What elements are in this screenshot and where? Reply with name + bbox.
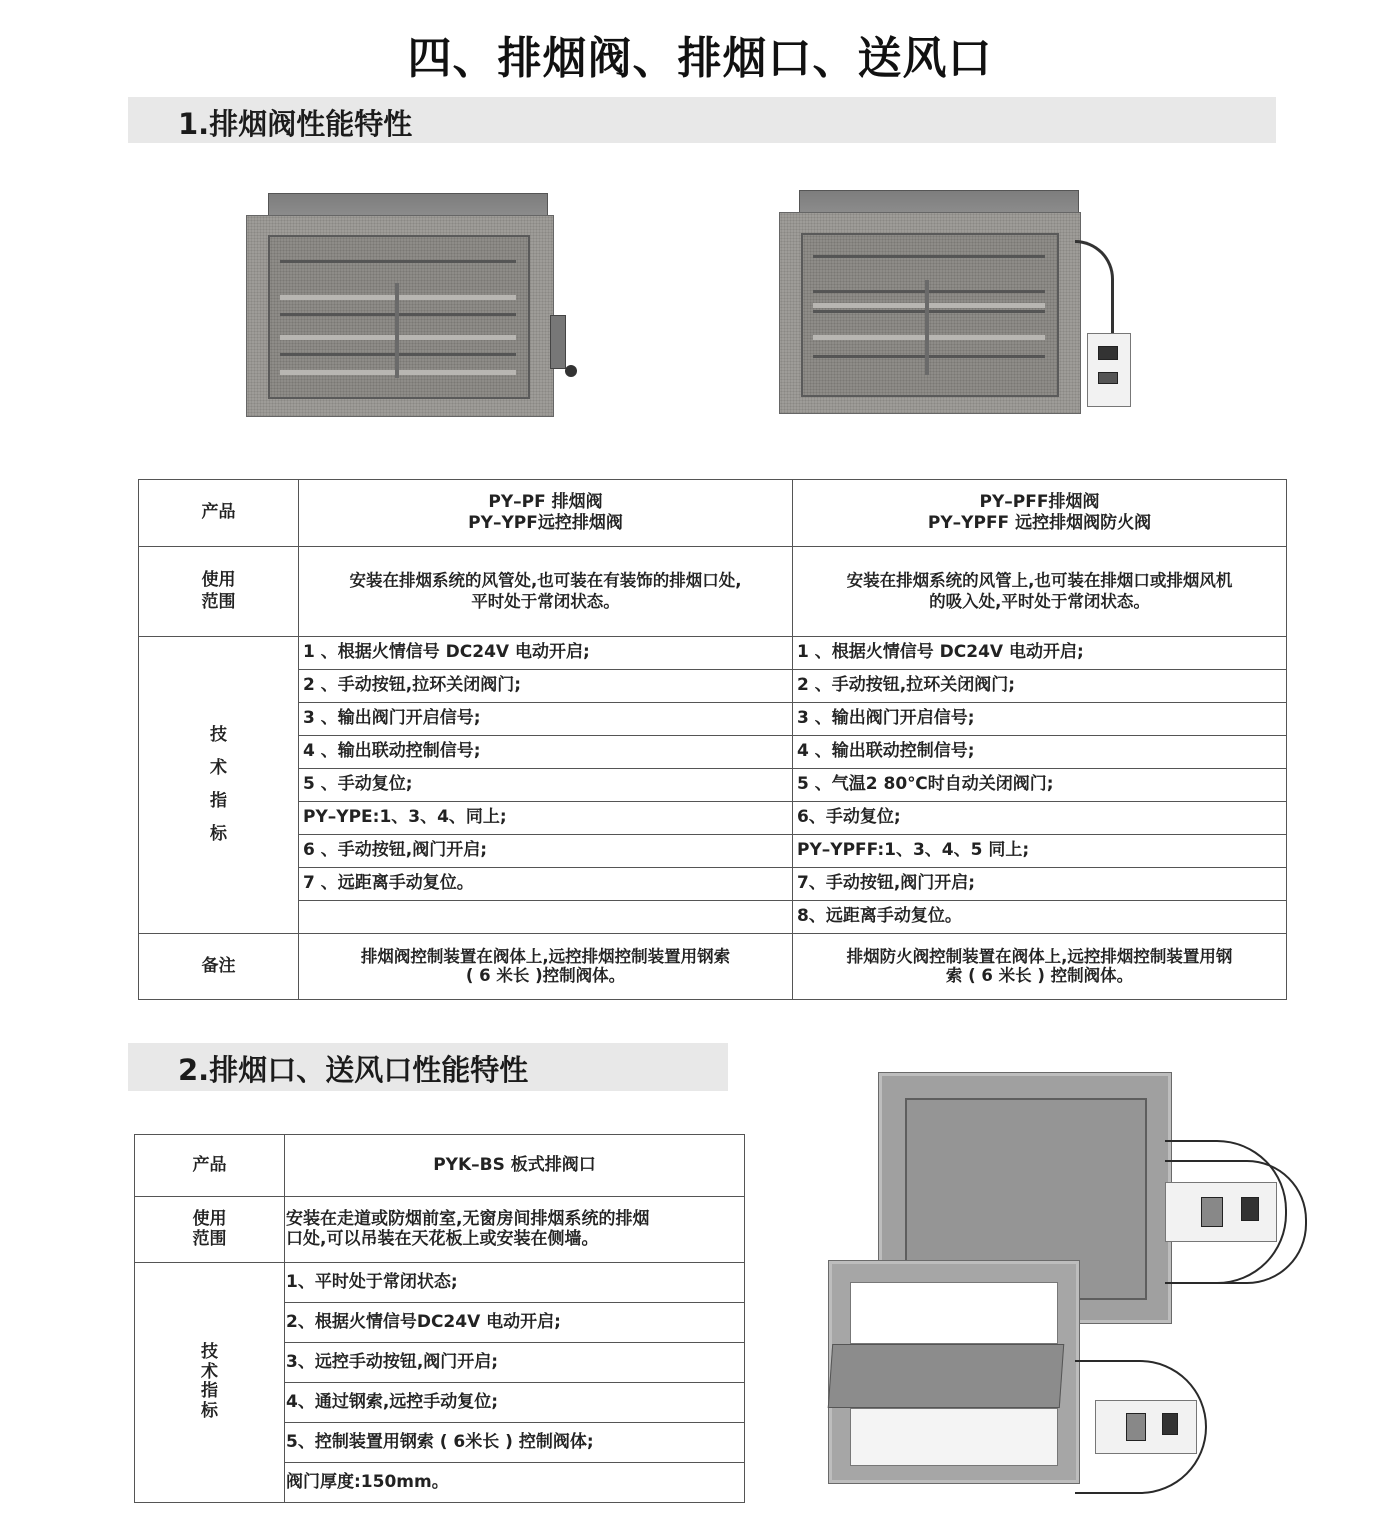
tech-item: 1 、根据火情信号 DC24V 电动开启;	[299, 637, 793, 670]
tech-item: 4 、输出联动控制信号;	[299, 736, 793, 769]
tech-item: 2、根据火情信号DC24V 电动开启;	[285, 1303, 745, 1343]
tech-item: 7、手动按钮,阀门开启;	[793, 868, 1287, 901]
tech-item: 6 、手动按钮,阀门开启;	[299, 835, 793, 868]
tech-item: 4、通过钢索,远控手动复位;	[285, 1383, 745, 1423]
tech-item: 2 、手动按钮,拉环关闭阀门;	[299, 670, 793, 703]
section-1-header	[128, 97, 1276, 143]
tech-item: 6、手动复位;	[793, 802, 1287, 835]
row-label-usage: 使用 范围	[135, 1197, 285, 1263]
tech-item: 3 、输出阀门开启信号;	[793, 703, 1287, 736]
tech-item: PY–YPE:1、3、4、同上;	[299, 802, 793, 835]
tech-item: 8、远距离手动复位。	[793, 901, 1287, 934]
tech-item: 5、控制装置用钢索 ( 6米长 ) 控制阀体;	[285, 1423, 745, 1463]
row-label-remarks: 备注	[139, 934, 299, 1000]
tech-item: 1、平时处于常闭状态;	[285, 1263, 745, 1303]
row-label-tech: 技 术 指 标	[139, 637, 299, 934]
row-label-usage: 使用 范围	[139, 547, 299, 637]
control-box-icon	[1087, 333, 1131, 407]
damper-manual-image	[240, 185, 590, 425]
tech-item: 2 、手动按钮,拉环关闭阀门;	[793, 670, 1287, 703]
usage-cell: 安装在走道或防烟前室,无窗房间排烟系统的排烟 口处,可以吊装在天花板上或安装在侧墙。	[285, 1197, 745, 1263]
tech-item: 3、远控手动按钮,阀门开启;	[285, 1343, 745, 1383]
tech-item: 3 、输出阀门开启信号;	[299, 703, 793, 736]
section-1-heading: 1.排烟阀性能特性	[178, 107, 413, 141]
row-label-product: 产品	[139, 480, 299, 547]
vent-image	[820, 1060, 1320, 1490]
page-title: 四、排烟阀、排烟口、送风口	[407, 33, 993, 84]
damper-remote-image	[775, 185, 1155, 425]
product-cell-2: PY–PFF排烟阀 PY–YPFF 远控排烟阀防火阀	[793, 480, 1287, 547]
usage-cell-2: 安装在排烟系统的风管上,也可装在排烟口或排烟风机 的吸入处,平时处于常闭状态。	[793, 547, 1287, 637]
control-box-icon	[1165, 1182, 1277, 1242]
usage-cell-1: 安装在排烟系统的风管处,也可装在有装饰的排烟口处, 平时处于常闭状态。	[299, 547, 793, 637]
product-cell-1: PY–PF 排烟阀 PY–YPF远控排烟阀	[299, 480, 793, 547]
row-label-product: 产品	[135, 1135, 285, 1197]
tech-item: 7 、远距离手动复位。	[299, 868, 793, 901]
tech-item: 4 、输出联动控制信号;	[793, 736, 1287, 769]
section-2-heading: 2.排烟口、送风口性能特性	[178, 1053, 529, 1087]
tech-item: 5 、手动复位;	[299, 769, 793, 802]
row-label-tech: 技 术 指 标	[135, 1263, 285, 1503]
section-2-spec-table	[134, 1134, 745, 1503]
remarks-cell-2: 排烟防火阀控制装置在阀体上,远控排烟控制装置用钢 索 ( 6 米长 ) 控制阀体。	[793, 934, 1287, 1000]
tech-item: 5 、气温2 80℃时自动关闭阀门;	[793, 769, 1287, 802]
section-1-spec-table	[138, 479, 1287, 1000]
product-cell: PYK–BS 板式排阀口	[285, 1135, 745, 1197]
section-2-header	[128, 1043, 728, 1091]
tech-item: PY–YPFF:1、3、4、5 同上;	[793, 835, 1287, 868]
control-box-icon	[1095, 1400, 1197, 1454]
tech-item: 阀门厚度:150mm。	[285, 1463, 745, 1503]
remarks-cell-1: 排烟阀控制装置在阀体上,远控排烟控制装置用钢索 ( 6 米长 )控制阀体。	[299, 934, 793, 1000]
tech-item: 1 、根据火情信号 DC24V 电动开启;	[793, 637, 1287, 670]
tech-item	[299, 901, 793, 934]
